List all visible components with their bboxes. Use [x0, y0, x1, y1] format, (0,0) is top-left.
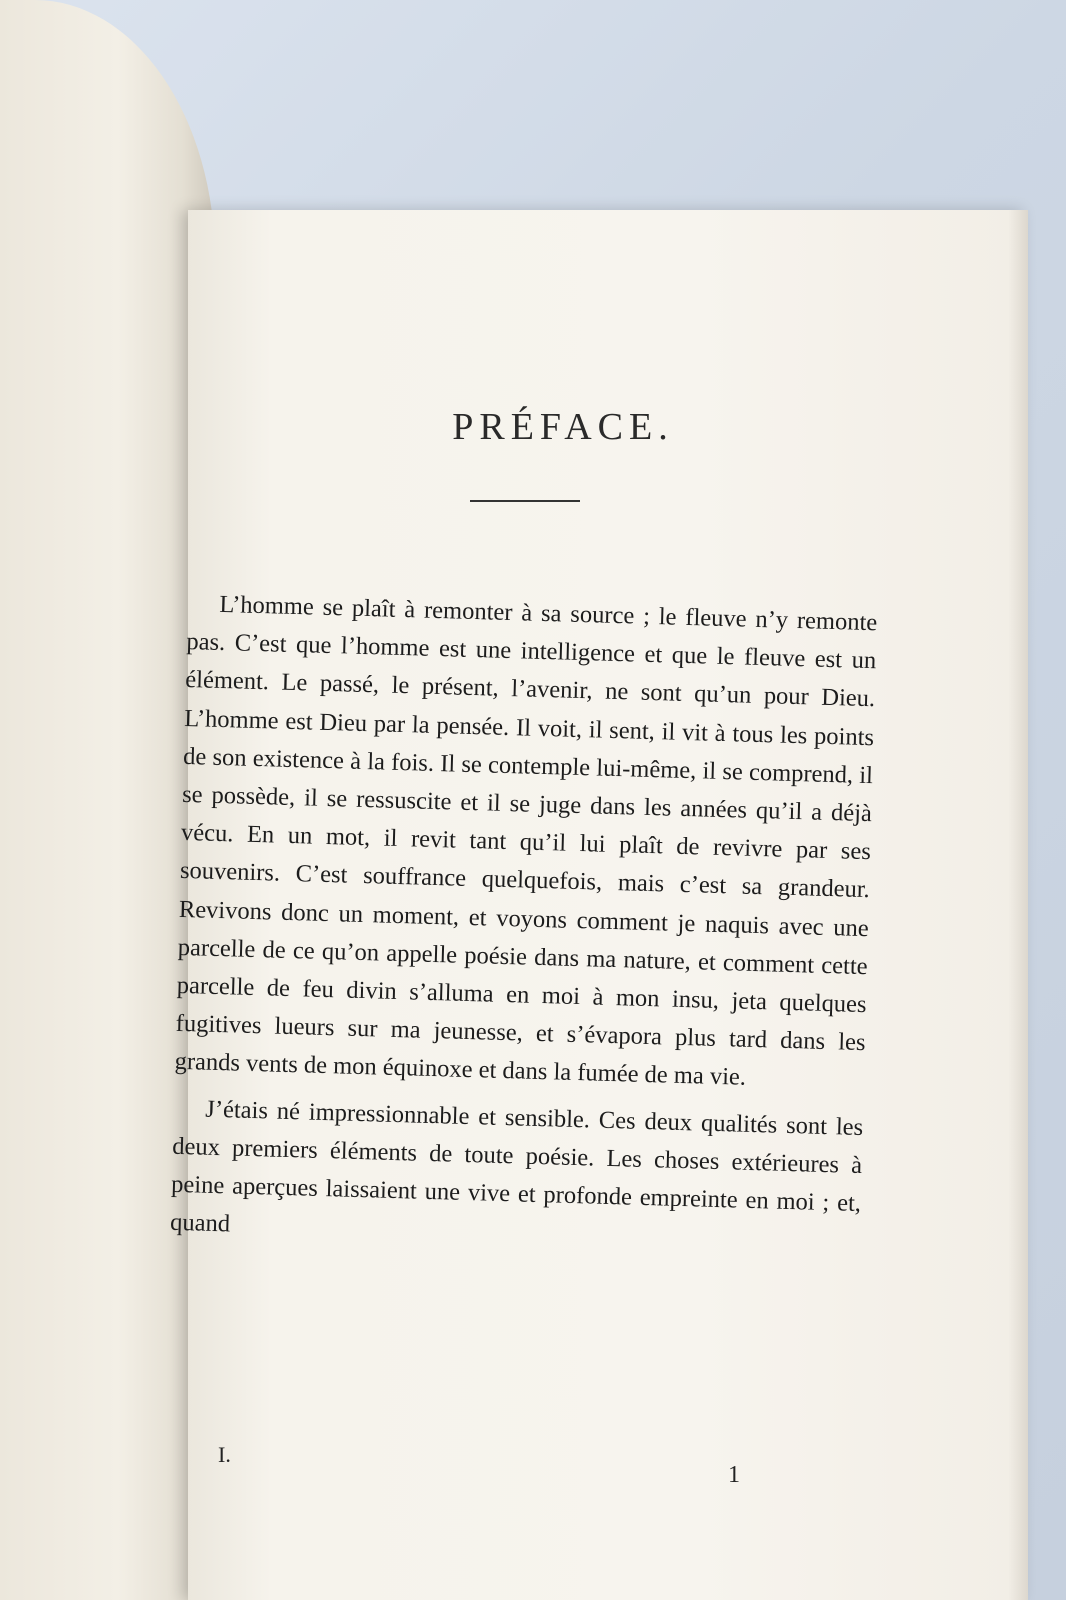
book-page: [169, 210, 1028, 1600]
paragraph-2: J’étais né impressionnable et sensible. Ces deux qualités sont les deux premiers éléments de toute poésie. Les choses extérieures à peine aperçues laissaient une vive et profonde empreinte en moi ; et, quand: [169, 1095, 864, 1238]
body-text: [170, 585, 878, 1261]
page-title: PRÉFACE.: [452, 406, 674, 448]
page-number: 1: [728, 1462, 740, 1488]
page-edge-shadow: [1008, 210, 1028, 1600]
title-rule: [470, 500, 580, 502]
paragraph-1: L’homme se plaît à remonter à sa source ; le fleuve n’y remonte pas. C’est que l’homme est une intelligence et que le fleuve est un élément. Le passé, le présent, l’avenir, ne sont qu’un pour Dieu. L’homme est Dieu par la pensée. Il voit, il sent, il vit à tous les points de son existence à la fois. Il se contemple lui-même, il se comprend, il se possède, il se ressuscite et il se juge dans les années qu’il a déjà vécu. En un mot, il revit tant qu’il lui plaît de revivre par ses souvenirs. C’est souffrance quelquefois, mais c’est sa grandeur. Revivons donc un moment, et voyons comment je naquis avec une parcelle de ce qu’on appelle poésie dans ma nature, et comment cette parcelle de feu divin s’alluma en moi à mon insu, jeta quelques fugitives lueurs sur ma jeunesse, et s’évapora plus tard dans les grands vents de mon équinoxe et dans la fumée de ma vie.: [174, 590, 878, 1092]
signature-mark: I.: [218, 1442, 231, 1467]
